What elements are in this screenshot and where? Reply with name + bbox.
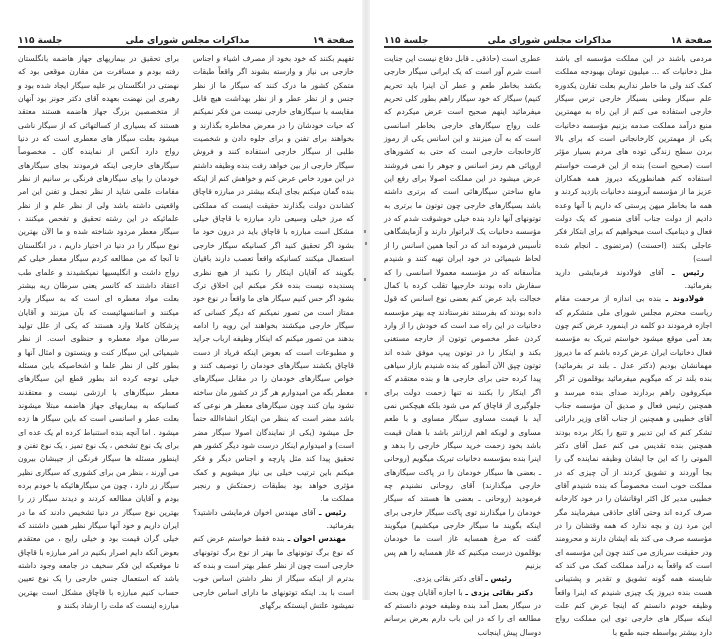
paragraph <box>193 52 354 506</box>
paragraph <box>555 52 712 266</box>
paragraph-text: بنده فقط خواستم عرض کنم که نوع برگ توتونهای ما بهتر از نوع برگ توتونهای خارجی است چون از نظر عطر بهتر است و بنده که بدترم از اینکه سیگار از نظر داشتن اساس خوب است با بد. اینکه توتونهای ما دارای اساس خارجی نمیشود علتش اینستکه برگهای <box>193 534 354 611</box>
paragraph <box>555 266 712 293</box>
page-header <box>18 30 354 46</box>
session-number: جلسة ۱۱۵ <box>384 36 429 46</box>
text-columns <box>18 52 354 612</box>
session-number: جلسة ۱۱۵ <box>18 36 63 46</box>
speaker-name: رئیس ـ <box>671 267 704 277</box>
paragraph <box>555 292 712 639</box>
page-number: صفحة ۱۸ <box>670 36 712 46</box>
page-header <box>384 30 712 46</box>
paragraph <box>18 52 179 612</box>
running-title: مذاکرات مجلس شورای ملی <box>487 36 612 46</box>
page-number: صفحة ۱۹ <box>312 36 354 46</box>
column-right <box>193 52 354 612</box>
paragraph-text: بنده بی اندازه از مرحمت مقام ریاست محترم مجلس شورای ملی متشکرم که اجازه فرمودند دو کلمه در اینمورد عرض کنم چون بعد آمی موقع میشود خواستم تبریک به مؤسسه فعال دخانیات ایران عرض کرده باشم که ما دیروز مهمانشان بودیم (دکتر عدل ـ بلند تر بفرمائید) بنده بلند تر که میگویم میفرمائید بوقلمون تر اگر میکروفون راهم بردارند صدای بنده میرسد و همچنین رئیس فعال و صدیق آن مؤسسه جناب آقای خطیبی و همچنین از جناب آقای وزیر دارائی تشکر کنم که این تدبیر و تتبع را بکار برده بودند همچنین بنده تقدیس می کنم عمل آقای دکتر الموتی را که این جا ایشان وظیفه نماینده گی را بجا آوردند و تشویق کردند از آن چیزی که در مملکت خوب است مخصوصاً که بنده شنیدم آقای خطیبی مدیر کل اکثر اوقاتشان را در خود کارخانه صرف کرده اند وحتی آقای حاذقی میفرمایند مگر این مرد زن و بچه ندارد که همه وقتشان را در مؤسسه صرف می کند بله ایشان دارند و محرومند ودر حقیقت سربازی می کنند چون این مؤسسه ای است که واقعاً به درآمد مملکت کمک می کند که شایسته همه گونه تشویق و تقدیر و پشتیبانی هست بنده دیروز یک چیزی شنیدم که اینرا واقعاً وظیفه خودم دانستم که اینجا عرض کنم علت اینکه سیگار های خارجی توی این مملکت رواج دارد بیشتر بواسطه جنبه طمع با <box>555 294 712 637</box>
column-left <box>384 52 541 639</box>
paragraph <box>193 532 354 612</box>
paragraph-text: آقای مهندس اخوان فرمایشی داشتید؟ بفرمائید. <box>193 507 354 531</box>
paragraph-text: برای تحقیق در بیماریهای جهاز هاضمه بانگلستان رفته بودم و مسافرت من مقارن موقعی بود که نهضتی در انگلستان بر علیه سیگار ایجاد شده بود و رهبری این نهضت بعهده آقای دکتر جونز بود آنهان از متخصصین بزرگ جهاز هاضمه هستند معتقد هستند که بسیاری از کسالتهائی که از سیگار ناشی میشود بعلت سیگار های معطری است که در دنیا رواج دارد آنکس از نماینده گان ـ مخصوصاً سیگارهای خارجی اینکه فرمودند بجای سیگارهای خودمان را بپای سیگارهای فرنگی بر سانیم از نظر مقامات علمی شاید از نظر تجمل و تفنن این امر واقعیتی داشته باشد ولی از نظر علم و از نظر علمائیکه در این رشته تحقیق و تفحص میکنند ، سیگار معطر مردود شناخته شده و ما الآن بهترین نوع سیگار را در دنیا در اختیار داریم ، در انگلستان تا آنجا که من مطالعه کردم سیگار معطر خیلی کم رواج داشت و انگلیسیها نمیکشیدند و علمای طب اعتقاد داشتند که کانسر یعنی سرطان ریه بیشتر بعلت مواد معطره ای است که به سیگار وارد میکنند و اسانسهائیست که بآن میزنند و آقایان پزشکان کاملا وارد هستند که یکی از علل تولید سرطان مواد معطره و حنظوی است. از نظر شیمیائی این سیگار کنت و وینستون و امثال آنها و بطور کلی از نظر علما و اشخاصیکه باین مسئله خیلی توجه کرده اند بطور قطع این سیگارهای معطر سیگارهای با ارزشی نیست و معتقدند کسانیکه به بیماریهای جهاز هاضمه مبتلا میشوند بعلت عطر و اسانسی است که باین سیگار ها زده میشود . اما آنچه بنده استنباط کرده ام یک عده ای برای یک نوع تشخص ، یک نوع تمیز ، یک نوع تفنن و اینطور مسئله ها سیگار فرنگی از جیبشان بیرون می آورند ، بنظر من برای کشوری که سیگاری نظیر سیگار زر دارد ، چون من سیگارهائیکه با خودم برده بودم و آقایان مطالعه کردند و دیدند سیگار زر را بهترین نوع سیگار در دنیا تشخیص دادند که ما در ایران داریم و خود آنها سیگار نظیر همین داشتند که خیلی گران قیمت بود و خیلی رایج ، من معتقدم بعوض آنکه دایم اصرار بکنیم در امر مبارزه با قاچاق تا موقعیکه این فکر سخیف در جامعه وجود داشته باشد که استعمال جنس خارجی را یک نوع تعیین حساب کنیم مبارزه با قاچاق مشکل است بهترین مبارزه اینست که ملت را ارشاد بکنند و <box>18 54 179 611</box>
book-gutter <box>362 0 370 600</box>
text-columns <box>384 52 712 639</box>
scan-speck <box>364 230 366 233</box>
speaker-name: فولادوند ـ <box>665 294 704 304</box>
running-title: مذاکرات مجلس شورای ملی <box>125 36 250 46</box>
page-18 <box>370 0 727 637</box>
paragraph-text: مردمی باشند در این مملکت مؤسسه ای باشد مثل دخانیات که ... میلیون تومان بهبودجه مملکت کمک کند ولی ما خاطر نداریم بعلت تقارن یکدوره علم سیگار وطنی بسیگار خارجی ترس سیگار خارجی استفاده می کنم از این راه به مهمترین منبع درآمد مملکت صدمه بزنیم مؤسسه دخانیات یکی از مهمترین کارخانجاتی است که برای بالا بردن سطح زندگی توده های مردم بسیار مؤثر است (صحیح است) بنده از این فرصت خواستم استفاده کنم همانطوریکه دیروز همه همکاران عزیز ما از مؤسسه آبرومند دخانیات بازدید کردند و همه ما بخاطر میهن پرستی که داریم با آنها وعده دادیم از دولت جناب آقای منصور که یک دولت فعال و دینامیک است میخواهیم که برای ابتکار فکر عاجلی بکنند (احسنت) (مرتضوی ـ انجام شده است) <box>555 54 712 264</box>
paragraph <box>384 586 541 639</box>
paragraph <box>384 52 541 572</box>
header-rule <box>384 46 712 48</box>
paragraph-text: آقای دکتر بقائی یزدی. <box>413 574 483 584</box>
paragraph-text: با اجازه آقایان چون بحث در سیگار بعمل آمد بنده وظیفه خودم دانستم که مطالعه ای را که در این باب دارم بعرض برسانم دوسال پیش اینجانب <box>384 587 541 637</box>
scan-speck <box>365 242 367 245</box>
speaker-name: رئیس ـ <box>318 507 347 517</box>
speaker-name: مهندس اخوان ـ <box>287 534 346 544</box>
paragraph-text: تفهیم بکنند که خود بخود از مصرف اشیاء و اجناس خارجی بی نیاز و وارسته بشوند اگر واقعاً طبقات متمکن کشور ما درک کنند که سیگار ما از نظر جنس و از نظر عطر و از نظر بهداشت هیچ قابل مقایسه با سیگارهای خارجی نیست من فکر نمیکنم که حیات خودشان را در معرض مخاطره بگذارند و بخواهند برای تفنن و برای جلوه دادن و شخصیت طلبی از سیگار خارجی استفاده کنند و فروش سیگار خارجی از بین خواهد رفت بنده وظیفه داشتم در این مورد خاص عرض کنم و خواهش کنم از اینکه بنده گمان میکنم بجای اینکه بیشتر در مبارزه قاچاق کشاندن دولت بگذارند حقیقت اینست که مملکتی که مرز خیلی وسیعی دارد مبارزه با قاچاق خیلی مشکل است مبارزه با قاچاق باید در درون خود ما بشود اگر تحقیق کنید اگر کسانیکه سیگار خارجی استعمال میکنند کسانیکه واقعاً تعصب دارند باقیان بگویند که آقایان اینکار را نکنید از هیچ نظری پسندیده نیست بنده فکر میکنم این اخلاق ترک بشود اگر حس کنیم سیگار های ما واقعاً در نوع خود ممتاز است من تصور نمیکنم که دیگر کسانی که سیگار خارجی میکشند بخواهند این رویه را ادامه بدهند من تصور میکنم که اینکار وظیفه ارباب جراید و مطبوعات است که بعوض اینکه فریاد از دست قاچاق بکشند سیگارهای خودمان را توصیف کنند و خواص سیگارهای خودمان را در مقابل سیگارهای معطر بگه من امیدوارم هر گز در کشور مان ساخته نشود بیان کنند چون سیگارهای معطر هر نوعی که باشد مضر است که بنظر من اینکار انشاءالله حتماً حل میشود (یکی از نمایندگان اصولا سیگار مضر است) و امیدوارم اینکار درست شود دیگر کشور هم تحقیق پیدا کند مثل پارچه و اجناس دیگر و فکر میکنم باین ترتیب خیلی بی نیاز میشویم و کمک مؤثری خواهد بود بطبقات زحمتکش و رنجبر مملکت ما. <box>193 54 354 504</box>
page-19 <box>0 0 362 611</box>
speaker-name: دکتر بقائی یزدی ـ <box>465 587 533 597</box>
paragraph <box>384 572 541 585</box>
scan-speck <box>365 392 367 395</box>
paragraph <box>193 506 354 533</box>
column-left <box>18 52 179 612</box>
paragraph-text: عطری است (حاذقی ـ قابل دفاع نیست این جنایت است شرم آور است که یک ایرانی سیگار خارجی بکشد بخاطر طعم و عطر آن اینرا باید تحریم کنیم) سیگار که خود سیگار راهم بطور کلی تحریم میفرمائید اینهم صحیح است عرض میکردم که علت رواج سیگارهای خارجی بخاطر اسانسی است که به آن میزنند و این اسانس یکی از رموز کارخانجات خارجی است که حتی به کشورهای اروپائی هم رمز اسانس و جوهر را نمی فروشند عرض میشود در این مملکت اصولا برای رفع این مانع ساختن سیگارهائی است که برتری داشته باشد بسیگارهای خارجی چون توتون ما برتری به توتونهای آنها دارد بنده خیلی خوشوقت شدم که در مؤسسه دخانیات یک لابراتوار دارند و آزمایشگاهی تأسیس فرموده اند که در آنجا همین اسانس را از لحاظ شیمیائی در خود ایران تهیه کنند و شنیدم متأسفانه که در مؤسسه معمولا اسانسی را که سفارش داده بودند خارجیها تقلب کرده با کمال خجالت باید عرض کنم بعضی نوع اسانس که قول داده بودند که بفرستند نفرستادند چه بهتر مؤسسه دخانیات در این راه صد است که خودش را از وارد کردن عطر مخصوص توتون از خارجه مستغنی بکند و اینکار را در توتون پیپ موفق شده اند توتون چپق الآن آنطور که بنده شنیدم بازار سیاهی پیدا کرده حتی برای خارجی ها و بنده معتقدم که اگر اینکار را بکنند نه تنها زحمت دولت برای جلوگیری از قاچاق کم می شود بلکه هیچکس نمی آید با قیمت مساوی سیگار مساوی و با طعم مساوی و لوبکه اهم ارزانتر باشد با همان قیمت باشد بخود زحمت خرید سیگار خارجی را بدهد و اینرا بنده بمؤسسه دخانیات تبریک میگویم (روحانی ـ بعضی ها سیگار خودمان را در پاکت سیگارهای خارجی میگذارند) آقای روحانی نشنیدم چه فرمودید (روحانی ـ بعضی ها هستند که سیگار خودمان را میگذارند توی پاکت سیگار خارجی برای اینکه بگویند ما سیگار خارجی میکشیم) میگویند گفت که مرغ همسایه غاز است ما خودمان بوقلمون درست میکنیم که غاز همسایه را هم پس بزنیم <box>384 54 541 571</box>
column-right <box>555 52 712 639</box>
speaker-name: رئیس ـ <box>485 574 512 584</box>
scan-speck <box>364 278 366 281</box>
header-rule <box>18 46 354 48</box>
paragraph-text: آقای فولادوند فرمایشی دارید بفرمائید. <box>555 267 712 290</box>
